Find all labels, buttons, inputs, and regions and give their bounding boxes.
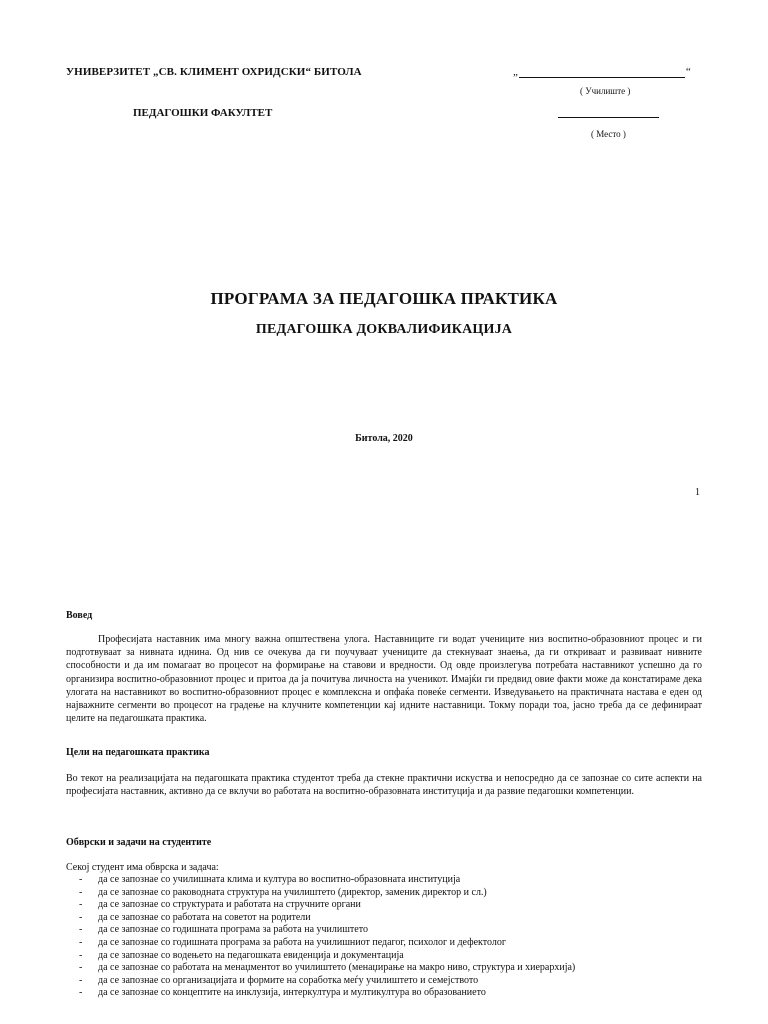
duty-text: да се запознае со концептите на инклузија, интеркултура и мултикултура во образованието <box>98 987 486 999</box>
school-open-quote: „ <box>513 66 518 78</box>
page-number: 1 <box>695 487 700 498</box>
duty-item <box>66 950 706 963</box>
faculty-name: ПЕДАГОШКИ ФАКУЛТЕТ <box>133 107 273 119</box>
school-close-quote: “ <box>685 66 691 78</box>
city-year: Битола, 2020 <box>355 433 413 444</box>
duty-item <box>66 874 706 887</box>
school-blank-line <box>519 67 685 78</box>
school-name-field <box>513 64 703 78</box>
duty-item <box>66 912 706 925</box>
duty-item <box>66 962 706 975</box>
duty-item <box>66 937 706 950</box>
bullet-dash: - <box>79 886 83 898</box>
duty-item <box>66 975 706 988</box>
bullet-dash: - <box>79 874 83 885</box>
bullet-dash: - <box>79 936 83 948</box>
goals-heading: Цели на педагошката практика <box>66 747 210 758</box>
goals-paragraph: Во текот на реализацијата на педагошката практика студентот треба да стекне практични искуства и непосредно да се запознае со сите аспекти на професијата наставник, активно да се вклучи во работата на воспитно-образовната институција и да развие педагошки компетенции. <box>66 773 702 798</box>
university-name: УНИВЕРЗИТЕТ „СВ. КЛИМЕНТ ОХРИДСКИ“ БИТОЛА <box>66 66 362 78</box>
duty-text: да се запознае со структурата и работата на стручните органи <box>98 899 361 911</box>
document-subtitle: ПЕДАГОШКА ДОКВАЛИФИКАЦИЈА <box>255 322 513 337</box>
duty-item <box>66 887 706 900</box>
intro-heading: Вовед <box>66 610 93 621</box>
bullet-dash: - <box>79 962 83 974</box>
duty-item <box>66 987 706 1000</box>
duty-item <box>66 924 706 937</box>
bullet-dash: - <box>79 974 83 986</box>
bullet-dash: - <box>79 924 83 936</box>
duty-text: да се запознае со водењето на педагошката евиденција и документација <box>98 949 404 961</box>
duty-text: да се запознае со работата на советот на родители <box>98 911 311 923</box>
bullet-dash: - <box>79 899 83 911</box>
bullet-dash: - <box>79 987 83 999</box>
place-caption: ( Место ) <box>591 129 626 139</box>
duty-text: да се запознае со годишната програма за работа на училиштето <box>98 924 368 936</box>
duties-heading: Обврски и задачи на студентите <box>66 837 212 848</box>
duty-text: да се запознае со раководната структура на училиштето (директор, заменик директор и сл.) <box>98 886 487 898</box>
duty-item <box>66 899 706 912</box>
bullet-dash: - <box>79 911 83 923</box>
duties-list <box>66 874 706 1000</box>
intro-paragraph: Професијата наставник има многу важна општествена улога. Наставниците ги водат учениците низ воспитно-образовниот процес и ги подготвуваат за нивната иднина. Од нив се очекува да ги поучуваат учениците да стекнуваат знаења, да ги откриваат и развиваат нивните способности и да им помагаат во процесот на формирање на ставови и вредности. Од овде произлегува потребата наставникот успешно да го организира воспитно-образовниот процес и притоа да ја почитува личноста на ученикот. Имајќи ги предвид овие факти може да констатираме дека улогата на наставникот во воспитно-образовниот процес е комплексна и опфаќа повеќе сегменти. Изведувањето на практичната настава е еден од најважните сегменти во процесот на градење на клучните компетенции кај идните наставници. Токму поради тоа, јасно треба да се дефинираат целите на педагошката практика. <box>66 634 702 725</box>
document-title: ПРОГРАМА ЗА ПЕДАГОШКА ПРАКТИКА <box>210 289 558 308</box>
place-blank-line <box>558 117 659 118</box>
school-caption: ( Училиште ) <box>580 86 631 96</box>
duty-text: да се запознае со работата на менаџментот во училиштето (менаџирање на макро ниво, структура и хиерархија) <box>98 962 576 974</box>
duties-intro: Секој студент има обврска и задача: <box>66 862 219 873</box>
duty-text: да се запознае со училишната клима и култура во воспитно-образовната институција <box>98 874 461 885</box>
duty-text: да се запознае со организацијата и формите на соработка меѓу училиштето и семејството <box>98 974 479 986</box>
bullet-dash: - <box>79 949 83 961</box>
duty-text: да се запознае со годишната програма за работа на училишниот педагог, психолог и дефектолог <box>98 936 506 948</box>
